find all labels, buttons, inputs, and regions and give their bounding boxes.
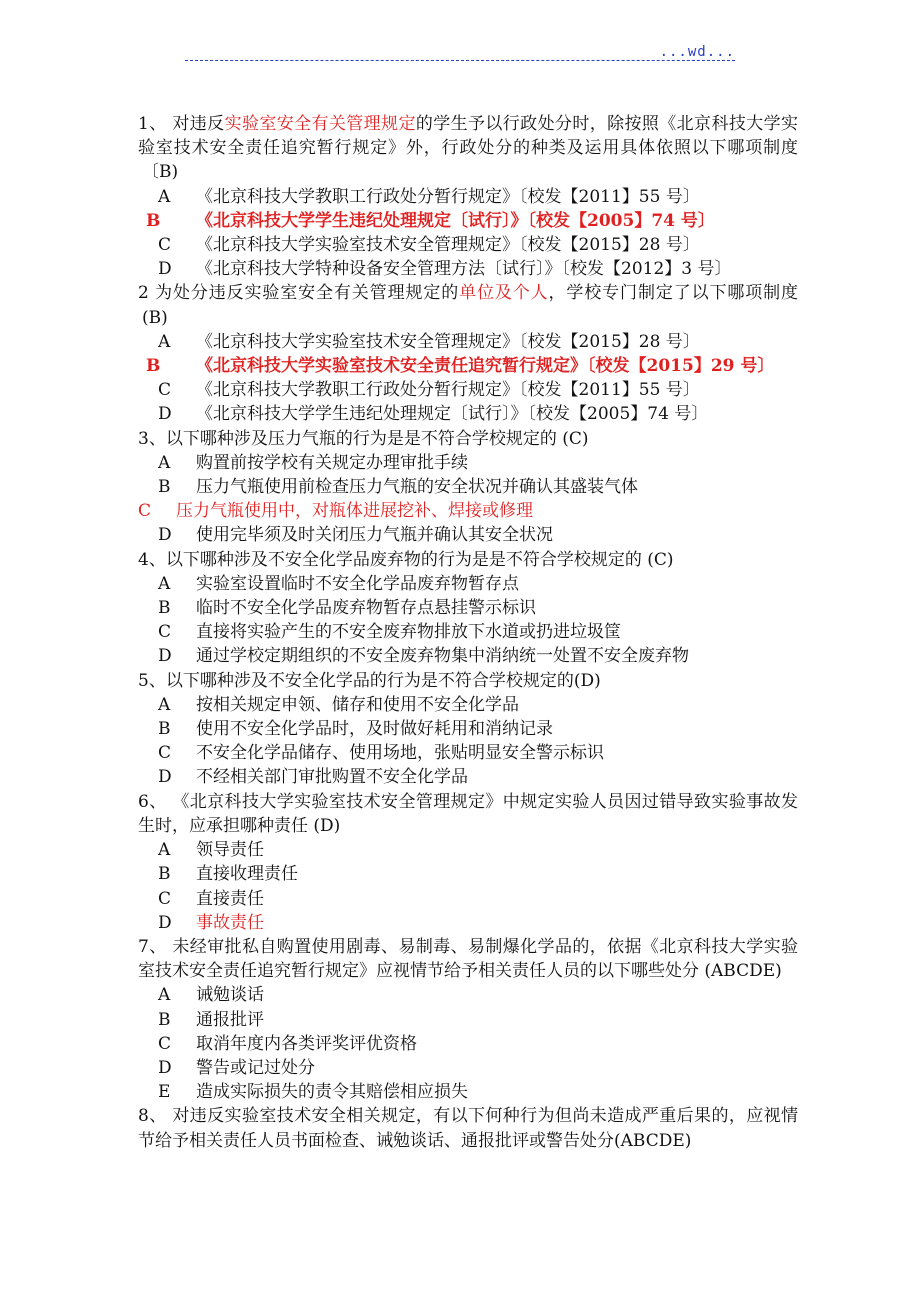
question-1-answer: 〔B): [142, 162, 179, 183]
q4-option-b: [138, 596, 798, 620]
q5-option-d: [138, 765, 798, 789]
question-7: 7、 未经审批私自购置使用剧毒、易制毒、易制爆化学品的，依据《北京科技大学实验室技术安全责任追究暂行规定》应视情节给予相关责任人员的以下哪些处分 (ABCDE): [138, 936, 798, 982]
q6-option-b: [138, 862, 798, 886]
question-2-highlight: 单位及个人: [459, 283, 549, 304]
question-2-answer: (B): [142, 307, 168, 328]
option-text: 《北京科技大学学生违纪处理规定〔试行〕》〔校发【2005】74 号〕: [196, 404, 709, 425]
option-text: 《北京科技大学特种设备安全管理方法〔试行〕》〔校发【2012】3 号〕: [196, 259, 732, 280]
option-text: 直接责任: [196, 888, 264, 909]
page-header: [185, 44, 735, 64]
option-letter: B: [158, 864, 171, 885]
option-letter: B: [158, 719, 171, 740]
option-text: 购置前按学校有关规定办理审批手续: [196, 452, 468, 473]
option-text: 诫勉谈话: [196, 985, 264, 1006]
q1-option-a: [138, 185, 798, 209]
q7-option-e: [138, 1080, 798, 1104]
header-mark: ...wd...: [659, 44, 735, 60]
option-text: 《北京科技大学实验室技术安全管理规定》〔校发【2015】28 号〕: [196, 331, 700, 352]
option-text: 《北京科技大学实验室技术安全责任追究暂行规定》〔校发【2015】29 号〕: [196, 356, 775, 377]
option-letter: D: [158, 912, 172, 933]
option-text: 取消年度内各类评奖评优资格: [196, 1033, 417, 1054]
q2-option-b: [138, 354, 798, 378]
option-text: 使用不安全化学品时，及时做好耗用和消纳记录: [196, 719, 553, 740]
option-letter: A: [158, 694, 171, 715]
option-letter: D: [158, 767, 172, 788]
q3-option-d: [138, 523, 798, 547]
option-text: 使用完毕须及时关闭压力气瓶并确认其安全状况: [196, 525, 553, 546]
document-body: [138, 112, 798, 1153]
option-text: 通报批评: [196, 1009, 264, 1030]
option-letter: B: [158, 477, 171, 498]
q5-option-b: [138, 717, 798, 741]
question-1: [138, 112, 798, 185]
option-letter: D: [158, 404, 172, 425]
q7-option-b: [138, 1008, 798, 1032]
q5-option-c: [138, 741, 798, 765]
option-letter: C: [158, 622, 172, 643]
option-letter: E: [158, 1082, 171, 1103]
option-letter: C: [158, 1033, 172, 1054]
option-letter: A: [158, 840, 171, 861]
option-text: 《北京科技大学教职工行政处分暂行规定》〔校发【2011】55 号〕: [196, 186, 700, 207]
header-dashed-rule: [185, 60, 735, 61]
option-text: 按相关规定申领、储存和使用不安全化学品: [196, 694, 519, 715]
option-text: 直接收理责任: [196, 864, 298, 885]
question-5: 5、以下哪种涉及不安全化学品的行为是不符合学校规定的(D): [138, 670, 601, 691]
q3-option-c: [138, 499, 798, 523]
option-letter: A: [158, 452, 171, 473]
option-text: 不安全化学品储存、使用场地，张贴明显安全警示标识: [196, 743, 604, 764]
option-text: 《北京科技大学实验室技术安全管理规定》〔校发【2015】28 号〕: [196, 235, 700, 256]
option-letter: B: [158, 598, 171, 619]
option-text: 实验室设置临时不安全化学品废弃物暂存点: [196, 573, 519, 594]
option-letter: C: [158, 743, 172, 764]
question-6: 6、 《北京科技大学实验室技术安全管理规定》中规定实验人员因过错导致实验事故发生时，应承担哪种责任 (D): [138, 791, 798, 836]
option-letter: D: [158, 259, 172, 280]
option-text: 压力气瓶使用前检查压力气瓶的安全状况并确认其盛装气体: [196, 477, 638, 498]
option-text: 造成实际损失的责令其赔偿相应损失: [196, 1082, 468, 1103]
option-letter: D: [158, 1057, 172, 1078]
option-letter: D: [158, 525, 172, 546]
question-1-highlight: 实验室安全有关管理规定: [224, 114, 416, 134]
q3-option-a: [138, 451, 798, 475]
option-text: 压力气瓶使用中，对瓶体进展挖补、焊接或修理: [176, 501, 533, 522]
option-letter: C: [138, 501, 152, 522]
question-1-text: 的学生予以行政处分时，除按照《北京科技大学实验室技术安全责任追究暂行规定》外，行政处分的种类及运用具体依照以下哪项制度: [138, 114, 799, 159]
option-letter: A: [158, 186, 171, 207]
q4-option-a: [138, 572, 798, 596]
option-letter: C: [158, 235, 172, 256]
q5-option-a: [138, 693, 798, 717]
question-8: 8、 对违反实验室技术安全相关规定，有以下何种行为但尚未造成严重后果的，应视情节给予相关责任人员书面检查、诫勉谈话、通报批评或警告处分(ABCDE): [138, 1106, 798, 1151]
q6-option-c: [138, 887, 798, 911]
q7-option-c: [138, 1032, 798, 1056]
option-text: 直接将实验产生的不安全废弃物排放下水道或扔进垃圾筐: [196, 622, 621, 643]
q4-option-c: [138, 620, 798, 644]
question-2-number: 2 为处分违反实验室安全有关管理规定的: [138, 283, 460, 304]
option-letter: B: [146, 210, 161, 231]
q7-option-d: [138, 1056, 798, 1080]
q6-option-a: [138, 838, 798, 862]
option-letter: B: [146, 356, 161, 377]
option-letter: A: [158, 573, 171, 594]
option-text: 事故责任: [196, 912, 264, 933]
q6-option-d: [138, 911, 798, 935]
question-2: [138, 281, 798, 329]
option-letter: A: [158, 985, 171, 1006]
q4-option-d: [138, 644, 798, 668]
option-letter: A: [158, 331, 171, 352]
question-3: 3、以下哪种涉及压力气瓶的行为是是不符合学校规定的 (C): [138, 428, 589, 449]
option-text: 通过学校定期组织的不安全废弃物集中消纳统一处置不安全废弃物: [196, 646, 689, 667]
option-text: 临时不安全化学品废弃物暂存点悬挂警示标识: [196, 598, 536, 619]
option-letter: C: [158, 888, 172, 909]
q2-option-d: [138, 402, 798, 426]
option-text: 不经相关部门审批购置不安全化学品: [196, 767, 468, 788]
option-letter: B: [158, 1009, 171, 1030]
q2-option-c: [138, 378, 798, 402]
q2-option-a: [138, 330, 798, 354]
q3-option-b: [138, 475, 798, 499]
question-4: 4、以下哪种涉及不安全化学品废弃物的行为是是不符合学校规定的 (C): [138, 549, 674, 570]
q1-option-b: [138, 209, 798, 233]
question-2-text: ，学校专门制定了以下哪项制度: [548, 283, 799, 304]
q1-option-c: [138, 233, 798, 257]
q7-option-a: [138, 983, 798, 1007]
option-text: 《北京科技大学教职工行政处分暂行规定》〔校发【2011】55 号〕: [196, 380, 700, 401]
option-text: 《北京科技大学学生违纪处理规定〔试行〕》〔校发【2005】74 号〕: [196, 210, 715, 231]
option-text: 领导责任: [196, 840, 264, 861]
option-text: 警告或记过处分: [196, 1057, 315, 1078]
q1-option-d: [138, 257, 798, 281]
question-1-number: 1、 对违反: [138, 114, 225, 134]
option-letter: D: [158, 646, 172, 667]
option-letter: C: [158, 380, 172, 401]
